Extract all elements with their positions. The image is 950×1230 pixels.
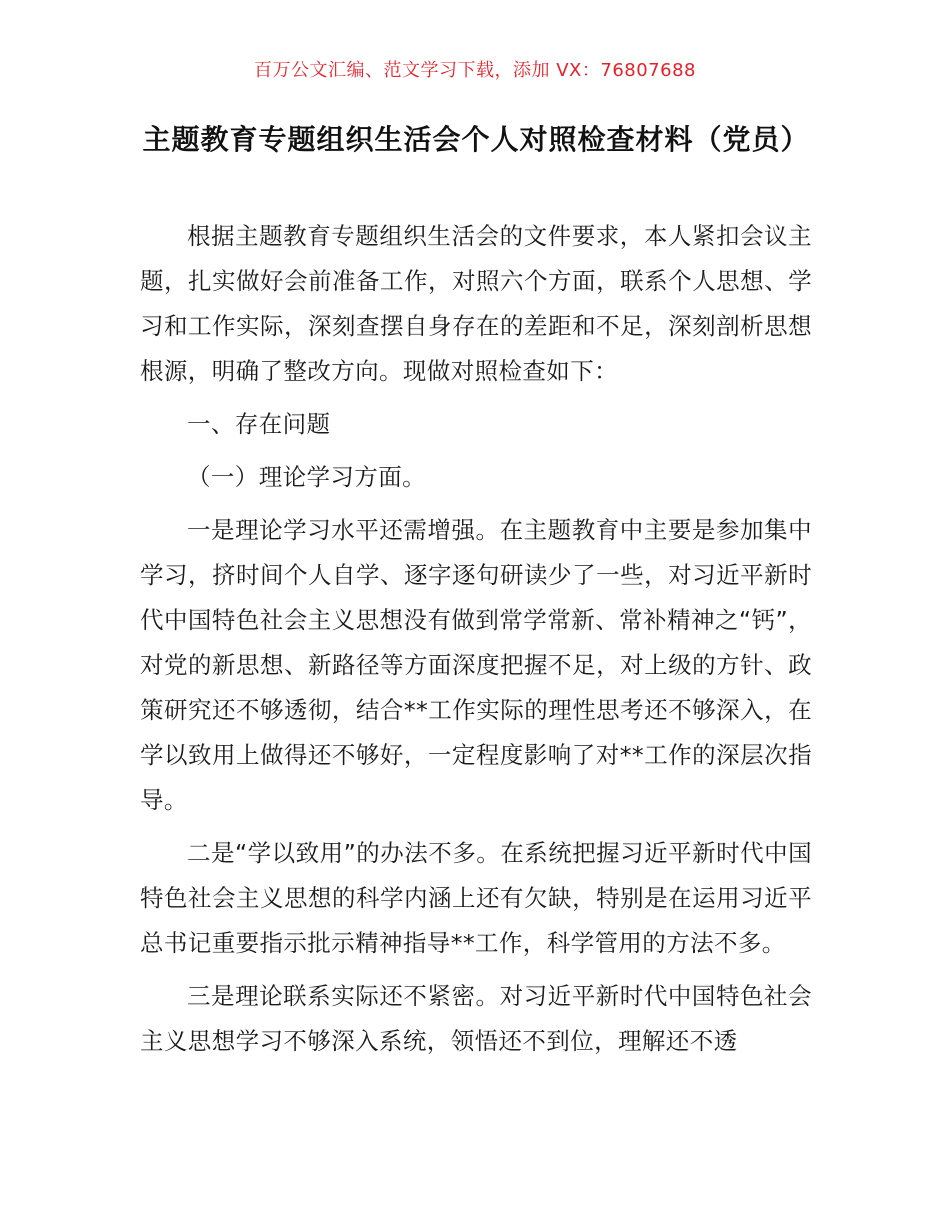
subsection-heading: （一）理论学习方面。 <box>187 463 426 491</box>
body-paragraph: 二是“学以致用”的办法不多。在系统把握习近平新时代中国特色社会主义思想的科学内涵上还有欠缺，特别是在运用习近平总书记重要指示批示精神指导**工作，科学管用的方法不多。 <box>140 839 812 957</box>
body-paragraph: 一是理论学习水平还需增强。在主题教育中主要是参加集中学习，挤时间个人自学、逐字逐句研读少了一些，对习近平新时代中国特色社会主义思想没有做到常学常新、常补精神之“钙”，对党的新思想、新路径等方面深度把握不足，对上级的方针、政策研究还不够透彻，结合**工作实际的理性思考还不够深入，在学以致用上做得还不够好，一定程度影响了对**工作的深层次指导。 <box>140 516 812 814</box>
header-note: 百万公文汇编、范文学习下载，添加 VX：76807688 <box>254 60 696 81</box>
document-title: 主题教育专题组织生活会个人对照检查材料（党员） <box>142 123 810 156</box>
intro-paragraph: 根据主题教育专题组织生活会的文件要求，本人紧扣会议主题，扎实做好会前准备工作，对照六个方面，联系个人思想、学习和工作实际，深刻查摆自身存在的差距和不足，深刻剖析思想根源，明确了整改方向。现做对照检查如下： <box>140 222 812 385</box>
section-heading: 一、存在问题 <box>187 410 331 438</box>
document-body <box>140 214 812 1072</box>
body-paragraph: 三是理论联系实际还不紧密。对习近平新时代中国特色社会主义思想学习不够深入系统，领悟还不到位，理解还不透 <box>140 982 812 1055</box>
